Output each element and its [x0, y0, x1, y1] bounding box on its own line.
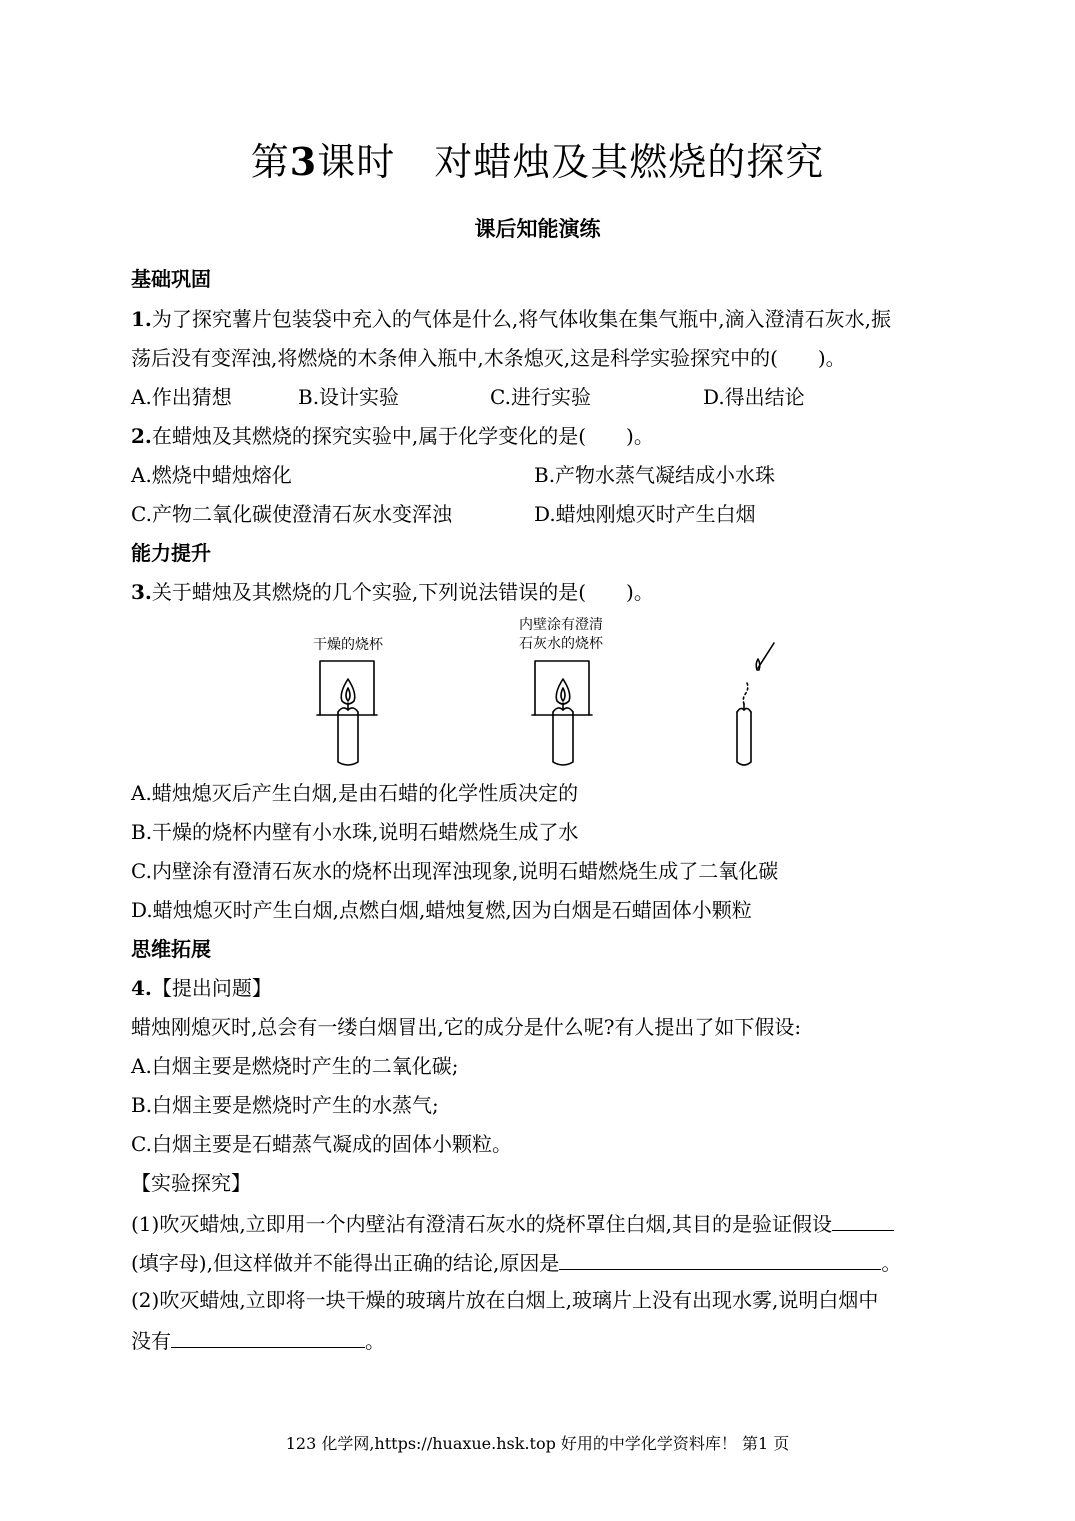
- label-lime-beaker-1: 内壁涂有澄清: [519, 617, 603, 633]
- q1-number: 1.: [131, 307, 152, 331]
- q4-intro: 蜡烛刚熄灭时,总会有一缕白烟冒出,它的成分是什么呢?有人提出了如下假设:: [131, 1015, 802, 1039]
- q4-part1-line1: [131, 1208, 894, 1238]
- title-prefix: 第: [250, 140, 290, 184]
- page-title: [0, 138, 1075, 186]
- label-lime-beaker-2: 石灰水的烧杯: [519, 636, 603, 652]
- q1-option-a: A.作出猜想: [131, 385, 232, 409]
- page-footer: 123 化学网,https://huaxue.hsk.top 好用的中学化学资料库！ 第1 页: [285, 1434, 790, 1453]
- q3-text: 关于蜡烛及其燃烧的几个实验,下列说法错误的是( )。: [151, 580, 654, 604]
- candle-experiment-figure: [290, 612, 810, 772]
- q4-hypothesis-c: C.白烟主要是石蜡蒸气凝成的固体小颗粒。: [131, 1132, 512, 1156]
- q4-part1-end: 。: [881, 1251, 902, 1275]
- q2-option-a: A.燃烧中蜡烛熔化: [131, 463, 292, 487]
- beaker-1: [320, 661, 374, 715]
- beaker-2: [535, 661, 589, 715]
- q2-number: 2.: [131, 424, 152, 448]
- candle-3: [737, 712, 751, 765]
- q4-hypothesis-a: A.白烟主要是燃烧时产生的二氧化碳;: [131, 1054, 459, 1078]
- q4-part2-line1: (2)吹灭蜡烛,立即将一块干燥的玻璃片放在白烟上,玻璃片上没有出现水雾,说明白烟中: [131, 1288, 879, 1312]
- q4-heading-line: [131, 974, 272, 1002]
- q3-number: 3.: [131, 580, 152, 604]
- q4-part1-text-2: (填字母),但这样做并不能得出正确的结论,原因是: [131, 1251, 560, 1275]
- title-number: 3: [289, 139, 318, 184]
- q1-option-d: D.得出结论: [703, 385, 805, 409]
- q1-option-b: B.设计实验: [298, 385, 400, 409]
- candle-1: [338, 712, 358, 765]
- q2-option-d: D.蜡烛刚熄灭时产生白烟: [534, 502, 756, 526]
- q3-line: [131, 578, 654, 606]
- q1-line1: [131, 305, 891, 333]
- answer-blank-hypothesis[interactable]: [832, 1208, 894, 1231]
- q4-heading: 【提出问题】: [151, 976, 272, 1000]
- section-basic: 基础巩固: [131, 267, 211, 291]
- q4-part2-end: 。: [365, 1329, 385, 1353]
- answer-blank-reason[interactable]: [559, 1247, 881, 1270]
- q3-option-c: C.内壁涂有澄清石灰水的烧杯出现浑浊现象,说明石蜡燃烧生成了二氧化碳: [131, 859, 779, 883]
- q1-line2: 荡后没有变浑浊,将燃烧的木条伸入瓶中,木条熄灭,这是科学实验探究中的( )。: [131, 346, 846, 370]
- q3-option-b: B.干燥的烧杯内壁有小水珠,说明石蜡燃烧生成了水: [131, 820, 579, 844]
- q1-text-1: 为了探究薯片包装袋中充入的气体是什么,将气体收集在集气瓶中,滴入澄清石灰水,振: [151, 307, 891, 331]
- q2-option-b: B.产物水蒸气凝结成小水珠: [534, 463, 776, 487]
- section-ability: 能力提升: [131, 541, 211, 565]
- q3-option-d: D.蜡烛熄灭时产生白烟,点燃白烟,蜡烛复燃,因为白烟是石蜡固体小颗粒: [131, 898, 752, 922]
- white-smoke: [743, 683, 747, 704]
- q1-option-c: C.进行实验: [490, 385, 591, 409]
- q4-part2-text-2: 没有: [131, 1329, 171, 1353]
- flame-1-inner: [346, 688, 350, 701]
- q4-hypothesis-b: B.白烟主要是燃烧时产生的水蒸气;: [131, 1093, 439, 1117]
- q4-part1-line2: [131, 1247, 901, 1277]
- flame-2-inner: [561, 688, 565, 701]
- candle-2: [553, 712, 573, 765]
- section-thinking: 思维拓展: [131, 937, 211, 961]
- q3-option-a: A.蜡烛熄灭后产生白烟,是由石蜡的化学性质决定的: [131, 781, 579, 805]
- q4-number: 4.: [131, 976, 152, 1000]
- answer-blank-conclusion[interactable]: [171, 1325, 365, 1348]
- title-rest: 课时 对蜡烛及其燃烧的探究: [317, 140, 825, 184]
- q2-text: 在蜡烛及其燃烧的探究实验中,属于化学变化的是( )。: [151, 424, 654, 448]
- q4-part2-line2: [131, 1325, 385, 1355]
- page-subtitle: 课后知能演练: [474, 217, 601, 241]
- label-dry-beaker: 干燥的烧杯: [313, 637, 383, 653]
- q2-line: [131, 422, 654, 450]
- q4-part1-text-1: (1)吹灭蜡烛,立即用一个内壁沾有澄清石灰水的烧杯罩住白烟,其目的是验证假设: [131, 1212, 833, 1236]
- q2-option-c: C.产物二氧化碳使澄清石灰水变浑浊: [131, 502, 452, 526]
- q4-explore-heading: 【实验探究】: [131, 1171, 251, 1195]
